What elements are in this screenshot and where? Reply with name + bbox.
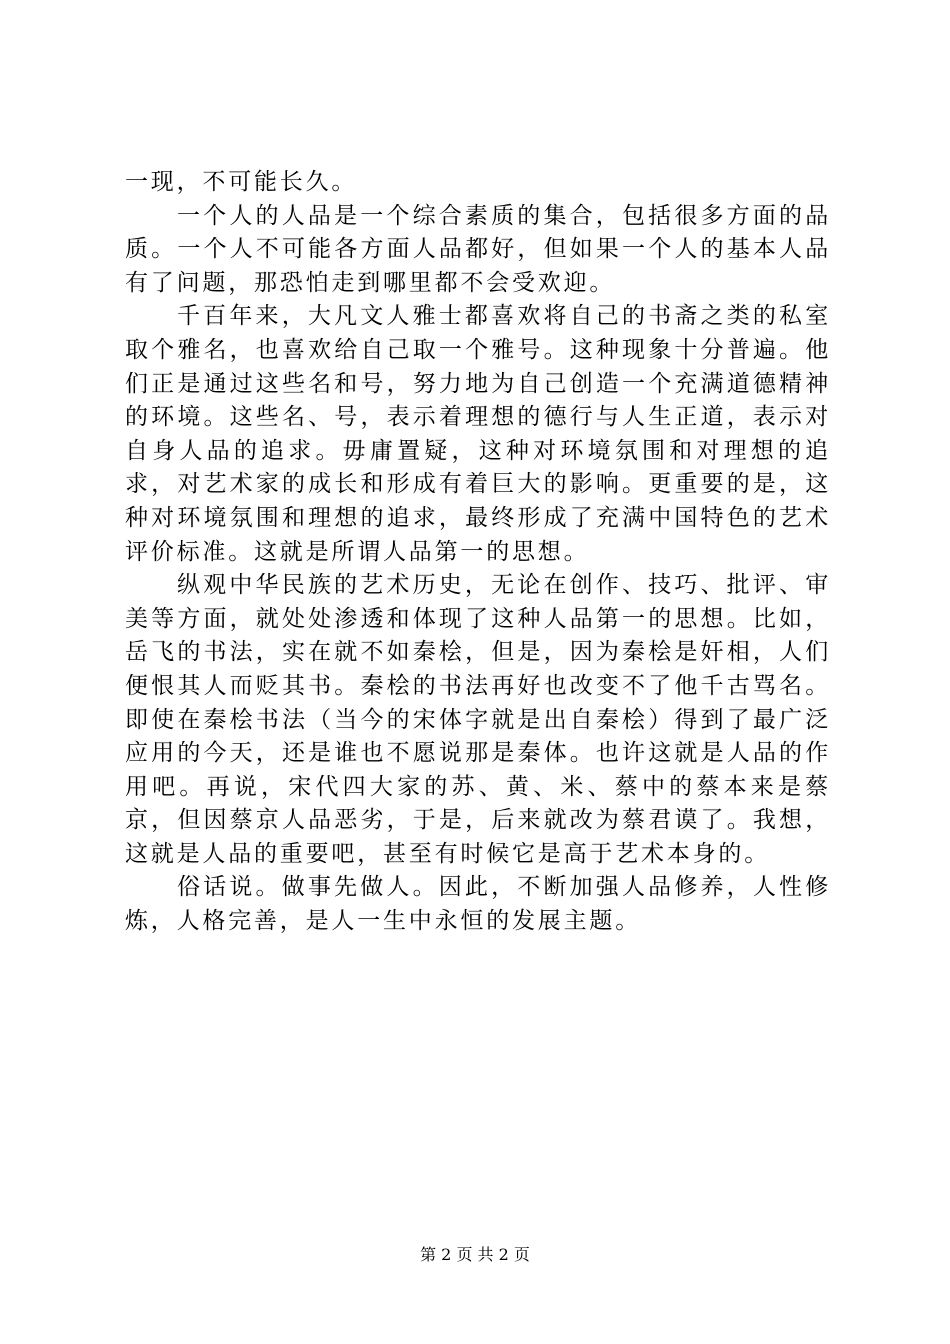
paragraph-1: 一现，不可能长久。 — [125, 169, 358, 195]
paragraph-4: 纵观中华民族的艺术历史，无论在创作、技巧、批评、审美等方面，就处处渗透和体现了这种人品第一的思想。比如，岳飞的书法，实在就不如秦桧，但是，因为秦桧是奸相，人们便恨其人而贬其书。秦桧的书法再好也改变不了他千古骂名。即使在秦桧书法（当今的宋体字就是出自秦桧）得到了最广泛应用的今天，还是谁也不愿说那是秦体。也许这就是人品的作用吧。再说，宋代四大家的苏、黄、米、蔡中的蔡本来是蔡京，但因蔡京人品恶劣，于是，后来就改为蔡君谟了。我想，这就是人品的重要吧，甚至有时候它是高于艺术本身的。 — [125, 572, 831, 867]
page-footer: 第 2 页 共 2 页 — [420, 1245, 530, 1264]
paragraph-5: 俗话说。做事先做人。因此，不断加强人品修养，人性修炼，人格完善，是人一生中永恒的发展主题。 — [125, 874, 831, 935]
document-body — [125, 166, 831, 939]
paragraph-3: 千百年来，大凡文人雅士都喜欢将自己的书斋之类的私室取个雅名，也喜欢给自己取一个雅号。这种现象十分普遍。他们正是通过这些名和号，努力地为自己创造一个充满道德精神的环境。这些名、号，表示着理想的德行与人生正道，表示对自身人品的追求。毋庸置疑，这种对环境氛围和对理想的追求，对艺术家的成长和形成有着巨大的影响。更重要的是，这种对环境氛围和理想的追求，最终形成了充满中国特色的艺术评价标准。这就是所谓人品第一的思想。 — [125, 303, 831, 565]
paragraph-2: 一个人的人品是一个综合素质的集合，包括很多方面的品质。一个人不可能各方面人品都好，但如果一个人的基本人品有了问题，那恐怕走到哪里都不会受欢迎。 — [125, 202, 831, 296]
